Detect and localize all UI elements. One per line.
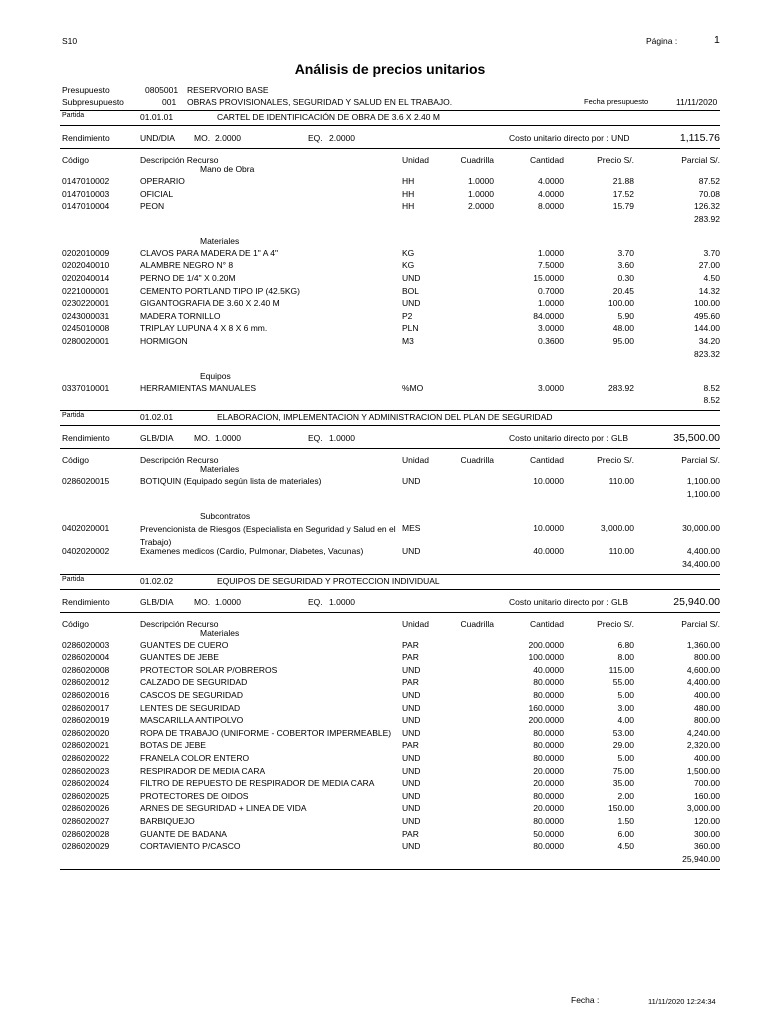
col-precio: Precio S/.	[597, 455, 634, 466]
row-description: RESPIRADOR DE MEDIA CARA	[140, 765, 266, 776]
row-parcial: 1,100.00	[686, 476, 720, 487]
row-parcial: 34.20	[698, 336, 720, 346]
row-precio: 115.00	[608, 664, 634, 675]
row-parcial: 126.32	[694, 201, 720, 212]
row-parcial: 4,400.00	[686, 546, 720, 556]
row-parcial: 8.52	[703, 382, 720, 393]
row-precio: 110.00	[608, 476, 634, 487]
row-parcial: 360.00	[694, 841, 720, 852]
col-precio: Precio S/.	[597, 155, 634, 165]
eq-value: 2.0000	[329, 133, 355, 143]
row-precio: 150.00	[608, 803, 634, 814]
row-code: 0147010003	[62, 188, 110, 199]
row-precio: 5.00	[617, 753, 634, 763]
group-subtotal: 25,940.00	[682, 853, 720, 864]
row-precio: 100.00	[608, 298, 634, 309]
row-description: PEON	[140, 201, 165, 212]
col-descripcion: Descripción Recurso	[140, 455, 219, 466]
row-parcial: 400.00	[694, 753, 720, 763]
row-cantidad: 20.0000	[533, 778, 564, 789]
col-parcial: Parcial S/.	[681, 618, 720, 629]
row-code: 0147010002	[62, 176, 110, 186]
row-unit: MES	[402, 522, 421, 533]
row-description: ALAMBRE NEGRO N° 8	[140, 260, 234, 271]
subpresupuesto-name: OBRAS PROVISIONALES, SEGURIDAD Y SALUD EN EL TRABAJO.	[187, 97, 453, 107]
footer-fecha-label: Fecha :	[571, 995, 600, 1005]
row-cantidad: 80.0000	[533, 677, 564, 688]
row-code: 0286020026	[62, 803, 110, 814]
row-precio: 1.50	[617, 816, 634, 826]
row-unit: UND	[402, 727, 421, 738]
row-precio: 17.52	[612, 188, 634, 199]
row-unit: UND	[402, 298, 421, 309]
row-parcial: 2,320.00	[686, 740, 720, 751]
row-unit: PAR	[402, 639, 419, 650]
group-title: Equipos	[200, 370, 231, 381]
row-unit: UND	[402, 765, 421, 776]
row-unit: PAR	[402, 677, 419, 688]
eq-label: EQ.	[308, 133, 323, 143]
row-cantidad: 1.0000	[538, 298, 564, 309]
row-description: Prevencionista de Riesgos (Especialista en Seguridad y Salud en el Trabajo)	[140, 523, 396, 547]
row-description: Examenes medicos (Cardio, Pulmonar, Diabetes, Vacunas)	[140, 546, 364, 556]
row-precio: 35.00	[612, 778, 634, 789]
row-precio: 53.00	[612, 727, 634, 738]
partida-label: Partida	[62, 412, 85, 420]
mo-value: 1.0000	[215, 433, 241, 444]
row-precio: 20.45	[612, 285, 634, 296]
rendimiento-unit: GLB/DIA	[140, 596, 174, 607]
row-precio: 8.00	[617, 652, 634, 663]
presupuesto-name: RESERVORIO BASE	[187, 85, 269, 95]
row-description: GUANTE DE BADANA	[140, 828, 227, 839]
row-cantidad: 80.0000	[533, 753, 564, 763]
partida-code: 01.02.01	[140, 412, 174, 423]
row-description: HORMIGON	[140, 336, 188, 346]
row-code: 0286020022	[62, 753, 110, 763]
row-precio: 15.79	[612, 201, 634, 212]
row-cantidad: 200.0000	[528, 715, 564, 726]
row-description: OFICIAL	[140, 188, 174, 199]
partida-name: CARTEL DE IDENTIFICACIÓN DE OBRA DE 3.6 X 2.40 M	[217, 112, 440, 122]
divider	[60, 110, 720, 111]
row-description: GUANTES DE JEBE	[140, 652, 219, 663]
row-cantidad: 80.0000	[533, 790, 564, 801]
row-precio: 3.60	[617, 260, 634, 271]
row-cantidad: 80.0000	[533, 690, 564, 700]
row-code: 0286020025	[62, 790, 110, 801]
row-unit: UND	[402, 690, 421, 700]
row-unit: UND	[402, 273, 421, 283]
row-description: CALZADO DE SEGURIDAD	[140, 677, 248, 688]
row-unit: UND	[402, 778, 421, 789]
row-description: BOTAS DE JEBE	[140, 740, 206, 751]
row-cantidad: 40.0000	[533, 546, 564, 556]
row-code: 0337010001	[62, 382, 110, 393]
row-code: 0147010004	[62, 201, 110, 212]
divider	[60, 125, 720, 126]
row-cantidad: 100.0000	[528, 652, 564, 663]
row-code: 0202040010	[62, 260, 110, 271]
costo-label: Costo unitario directo por : GLB	[509, 433, 629, 444]
row-parcial: 87.52	[698, 176, 720, 186]
divider	[60, 589, 720, 590]
mo-value: 1.0000	[215, 596, 241, 607]
col-descripcion: Descripción Recurso	[140, 155, 219, 165]
row-description: ARNES DE SEGURIDAD + LINEA DE VIDA	[140, 803, 307, 814]
row-parcial: 495.60	[694, 310, 720, 321]
row-parcial: 300.00	[694, 828, 720, 839]
row-code: 0243000031	[62, 310, 110, 321]
group-subtotal: 34,400.00	[682, 558, 720, 569]
row-unit: UND	[402, 702, 421, 713]
row-precio: 75.00	[612, 765, 634, 776]
row-parcial: 800.00	[694, 652, 720, 663]
row-description: PROTECTORES DE OIDOS	[140, 790, 249, 801]
row-description: FILTRO DE REPUESTO DE RESPIRADOR DE MEDIA CARA	[140, 778, 375, 789]
row-description: LENTES DE SEGURIDAD	[140, 702, 241, 713]
row-cantidad: 3.0000	[538, 323, 564, 334]
row-cantidad: 0.3600	[538, 336, 564, 346]
row-code: 0286020027	[62, 816, 110, 826]
row-cantidad: 80.0000	[533, 740, 564, 751]
row-unit: UND	[402, 476, 421, 487]
row-unit: KG	[402, 260, 415, 271]
costo-unitario: 35,500.00	[673, 432, 720, 445]
eq-label: EQ.	[308, 596, 323, 607]
row-precio: 21.88	[612, 176, 634, 186]
row-parcial: 4,600.00	[686, 664, 720, 675]
eq-value: 1.0000	[329, 433, 355, 444]
rendimiento-label: Rendimiento	[62, 433, 110, 444]
row-parcial: 1,500.00	[686, 765, 720, 776]
row-unit: PAR	[402, 652, 419, 663]
row-code: 0402020002	[62, 546, 110, 556]
row-cantidad: 4.0000	[538, 188, 564, 199]
report-code: S10	[62, 36, 78, 46]
page-title: Análisis de precios unitarios	[294, 61, 486, 77]
col-unidad: Unidad	[402, 455, 429, 466]
presupuesto-label: Presupuesto	[62, 85, 110, 95]
group-subtotal: 283.92	[694, 213, 720, 224]
partida-label: Partida	[62, 112, 85, 119]
row-cantidad: 80.0000	[533, 841, 564, 852]
row-unit: UND	[402, 546, 421, 556]
row-code: 0286020008	[62, 664, 110, 675]
row-precio: 5.90	[617, 310, 634, 321]
row-code: 0286020012	[62, 677, 110, 688]
row-unit: UND	[402, 841, 421, 852]
row-parcial: 3,000.00	[686, 803, 720, 814]
row-cantidad: 200.0000	[528, 639, 564, 650]
subpresupuesto-label: Subpresupuesto	[62, 97, 124, 107]
row-unit: UND	[402, 753, 421, 763]
row-unit: %MO	[402, 382, 424, 393]
row-cantidad: 8.0000	[538, 201, 564, 212]
row-description: MADERA TORNILLO	[140, 310, 221, 321]
subpresupuesto-code: 001	[162, 97, 177, 107]
rendimiento-unit: GLB/DIA	[140, 433, 174, 444]
eq-label: EQ.	[308, 433, 323, 444]
row-unit: HH	[402, 201, 415, 212]
row-cuadrilla: 2.0000	[468, 201, 494, 212]
divider	[60, 148, 720, 149]
rendimiento-label: Rendimiento	[62, 596, 110, 607]
eq-value: 1.0000	[329, 596, 355, 607]
col-codigo: Código	[62, 618, 89, 629]
row-unit: UND	[402, 790, 421, 801]
row-precio: 3,000.00	[600, 522, 634, 533]
mo-label: MO.	[194, 596, 211, 607]
row-precio: 6.80	[617, 639, 634, 650]
row-cantidad: 80.0000	[533, 816, 564, 826]
row-code: 0202010009	[62, 247, 110, 258]
row-precio: 283.92	[608, 382, 634, 393]
row-unit: UND	[402, 664, 421, 675]
partida-name: EQUIPOS DE SEGURIDAD Y PROTECCION INDIVIDUAL	[217, 575, 440, 586]
row-code: 0202040014	[62, 273, 110, 283]
row-code: 0286020003	[62, 639, 110, 650]
group-subtotal: 823.32	[694, 348, 720, 359]
row-unit: UND	[402, 715, 421, 726]
row-parcial: 4,400.00	[686, 677, 720, 688]
fecha-presupuesto: 11/11/2020	[676, 97, 718, 107]
row-precio: 4.50	[617, 841, 634, 852]
presupuesto-code: 0805001	[145, 85, 179, 95]
page-number: 1	[714, 34, 720, 46]
partida-code: 01.01.01	[140, 112, 174, 122]
row-parcial: 100.00	[694, 298, 720, 309]
costo-label: Costo unitario directo por : UND	[509, 133, 630, 143]
row-code: 0286020004	[62, 652, 110, 663]
row-unit: UND	[402, 816, 421, 826]
row-precio: 48.00	[612, 323, 634, 334]
row-precio: 110.00	[608, 546, 634, 556]
row-unit: P2	[402, 310, 413, 321]
row-description: BOTIQUIN (Equipado según lista de materiales)	[140, 476, 322, 487]
divider	[60, 574, 720, 575]
col-cantidad: Cantidad	[529, 155, 564, 165]
row-parcial: 4.50	[703, 273, 720, 283]
col-cantidad: Cantidad	[529, 618, 564, 629]
fecha-presupuesto-label: Fecha presupuesto	[584, 97, 649, 106]
footer-timestamp: 11/11/2020 12:24:34	[648, 997, 716, 1006]
group-title: Materiales	[200, 464, 240, 475]
col-codigo: Código	[62, 155, 89, 165]
row-cantidad: 20.0000	[533, 765, 564, 776]
row-description: HERRAMIENTAS MANUALES	[140, 382, 257, 393]
row-precio: 3.00	[617, 702, 634, 713]
group-title: Materiales	[200, 627, 240, 638]
row-code: 0286020019	[62, 715, 110, 726]
row-code: 0286020023	[62, 765, 110, 776]
col-precio: Precio S/.	[597, 618, 634, 629]
row-cantidad: 10.0000	[533, 476, 564, 487]
row-code: 0286020028	[62, 828, 110, 839]
rendimiento-label: Rendimiento	[62, 133, 110, 143]
row-cantidad: 3.0000	[538, 382, 564, 393]
row-cantidad: 10.0000	[533, 522, 564, 533]
row-code: 0245010008	[62, 323, 110, 334]
divider	[60, 410, 720, 411]
row-cantidad: 1.0000	[538, 247, 564, 258]
row-parcial: 1,360.00	[686, 639, 720, 650]
col-unidad: Unidad	[402, 618, 429, 629]
row-precio: 5.00	[617, 690, 634, 700]
row-parcial: 30,000.00	[682, 522, 720, 533]
row-cantidad: 20.0000	[533, 803, 564, 814]
row-unit: BOL	[402, 285, 420, 296]
row-unit: KG	[402, 247, 415, 258]
row-cantidad: 80.0000	[533, 727, 564, 738]
row-description: MASCARILLA ANTIPOLVO	[140, 715, 244, 726]
group-title: Materiales	[200, 235, 240, 246]
row-description: FRANELA COLOR ENTERO	[140, 753, 250, 763]
row-parcial: 144.00	[694, 323, 720, 334]
row-code: 0286020024	[62, 778, 110, 789]
row-unit: M3	[402, 336, 414, 346]
divider	[60, 869, 720, 870]
row-cantidad: 50.0000	[533, 828, 564, 839]
row-cuadrilla: 1.0000	[468, 188, 494, 199]
row-cuadrilla: 1.0000	[468, 176, 494, 186]
row-description: TRIPLAY LUPUNA 4 X 8 X 6 mm.	[140, 323, 268, 334]
row-parcial: 14.32	[698, 285, 720, 296]
row-code: 0402020001	[62, 522, 110, 533]
row-precio: 29.00	[612, 740, 634, 751]
partida-label: Partida	[62, 575, 85, 583]
col-parcial: Parcial S/.	[681, 455, 720, 466]
group-subtotal: 8.52	[703, 395, 720, 406]
row-description: CASCOS DE SEGURIDAD	[140, 690, 243, 700]
row-unit: HH	[402, 188, 415, 199]
row-description: GIGANTOGRAFIA DE 3.60 X 2.40 M	[140, 298, 280, 309]
row-cantidad: 160.0000	[528, 702, 564, 713]
row-code: 0286020015	[62, 476, 110, 487]
row-parcial: 800.00	[694, 715, 720, 726]
row-unit: PLN	[402, 323, 419, 334]
row-precio: 6.00	[617, 828, 634, 839]
row-precio: 95.00	[612, 336, 634, 346]
costo-unitario: 1,115.76	[679, 132, 720, 144]
row-code: 0286020029	[62, 841, 110, 852]
row-description: PROTECTOR SOLAR P/OBREROS	[140, 664, 278, 675]
row-code: 0286020016	[62, 690, 110, 700]
row-description: CLAVOS PARA MADERA DE 1" A 4"	[140, 247, 278, 258]
col-cantidad: Cantidad	[529, 455, 564, 466]
row-parcial: 160.00	[694, 790, 720, 801]
mo-label: MO.	[194, 133, 211, 143]
row-description: GUANTES DE CUERO	[140, 639, 229, 650]
col-cuadrilla: Cuadrilla	[460, 155, 494, 165]
row-unit: HH	[402, 176, 415, 186]
row-parcial: 3.70	[703, 247, 720, 258]
row-cantidad: 40.0000	[533, 664, 564, 675]
row-description: BARBIQUEJO	[140, 816, 195, 826]
row-unit: UND	[402, 803, 421, 814]
col-cuadrilla: Cuadrilla	[460, 618, 494, 629]
group-title: Mano de Obra	[200, 164, 255, 174]
row-parcial: 70.08	[698, 188, 720, 199]
group-title: Subcontratos	[200, 510, 251, 521]
group-subtotal: 1,100.00	[686, 488, 720, 499]
divider	[60, 425, 720, 426]
row-parcial: 120.00	[694, 816, 720, 826]
col-codigo: Código	[62, 455, 89, 466]
col-unidad: Unidad	[402, 155, 429, 165]
rendimiento-unit: UND/DIA	[140, 133, 175, 143]
row-description: ROPA DE TRABAJO (UNIFORME - COBERTOR IMPERMEABLE)	[140, 727, 392, 738]
row-code: 0286020020	[62, 727, 110, 738]
mo-label: MO.	[194, 433, 211, 444]
row-cantidad: 0.7000	[538, 285, 564, 296]
row-description: OPERARIO	[140, 176, 185, 186]
row-parcial: 700.00	[694, 778, 720, 789]
row-unit: PAR	[402, 740, 419, 751]
partida-name: ELABORACION, IMPLEMENTACION Y ADMINISTRACION DEL PLAN DE SEGURIDAD	[217, 412, 553, 423]
row-precio: 55.00	[612, 677, 634, 688]
col-parcial: Parcial S/.	[681, 155, 720, 165]
col-descripcion: Descripción Recurso	[140, 618, 219, 629]
row-precio: 2.00	[617, 790, 634, 801]
row-cantidad: 4.0000	[538, 176, 564, 186]
row-description: CORTAVIENTO P/CASCO	[140, 841, 241, 852]
row-precio: 0.30	[617, 273, 634, 283]
row-code: 0221000001	[62, 285, 110, 296]
mo-value: 2.0000	[215, 133, 241, 143]
row-parcial: 27.00	[698, 260, 720, 271]
page-label: Página :	[646, 36, 678, 46]
row-precio: 4.00	[617, 715, 634, 726]
row-cantidad: 7.5000	[538, 260, 564, 271]
row-parcial: 4,240.00	[686, 727, 720, 738]
costo-unitario: 25,940.00	[673, 595, 720, 608]
costo-label: Costo unitario directo por : GLB	[509, 596, 629, 607]
row-precio: 3.70	[617, 247, 634, 258]
row-description: PERNO DE 1/4" X 0.20M	[140, 273, 236, 283]
divider	[60, 612, 720, 613]
row-code: 0286020021	[62, 740, 110, 751]
row-unit: PAR	[402, 828, 419, 839]
row-code: 0230220001	[62, 298, 110, 309]
row-code: 0280020001	[62, 336, 110, 346]
row-code: 0286020017	[62, 702, 110, 713]
col-cuadrilla: Cuadrilla	[460, 455, 494, 466]
row-description: CEMENTO PORTLAND TIPO IP (42.5KG)	[140, 285, 300, 296]
divider	[60, 448, 720, 449]
row-cantidad: 84.0000	[533, 310, 564, 321]
row-parcial: 480.00	[694, 702, 720, 713]
row-parcial: 400.00	[694, 690, 720, 700]
partida-code: 01.02.02	[140, 575, 174, 586]
row-cantidad: 15.0000	[533, 273, 564, 283]
